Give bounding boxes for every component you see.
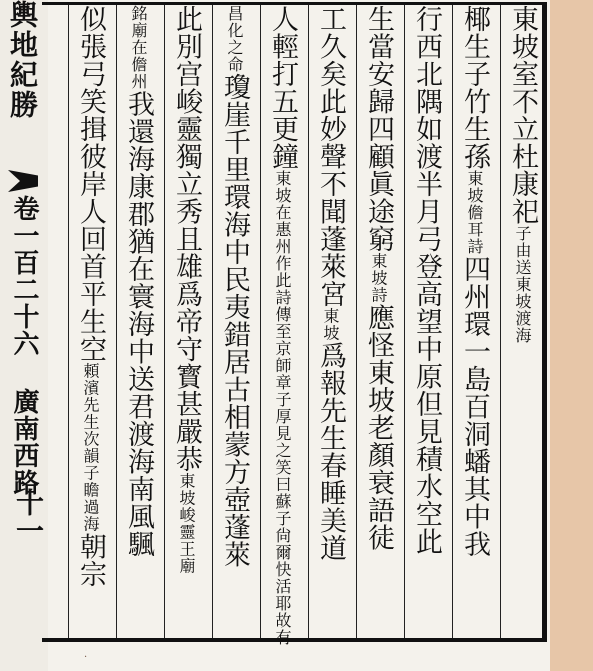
column-rule [116, 5, 117, 638]
section-label: 卷一百二十六 廣南西路 [9, 195, 39, 496]
column-rule [212, 5, 213, 638]
column-rule [308, 5, 309, 638]
column-annotation: 東坡儋耳詩 [465, 170, 484, 255]
text-column-2 [454, 5, 494, 638]
column-annotation: 東坡詩 [369, 252, 388, 304]
page-gutter [0, 0, 48, 671]
column-main-text: 行西北隅如渡半月弓登高望中原但見積水空此 [411, 5, 442, 555]
column-annotation: 東坡峻靈王廟 [177, 472, 196, 575]
frame-bottom-border [42, 638, 547, 642]
column-annotation: 東坡 [321, 307, 340, 342]
text-column-8 [166, 5, 206, 638]
column-rule [260, 5, 261, 638]
fish-tail-mark [8, 170, 38, 192]
text-column-9 [118, 5, 158, 638]
column-main-text-2: 爲報先生春睡美道 [315, 341, 346, 562]
column-main-text-2: 應怪東坡老顏衰語徒 [363, 303, 394, 551]
column-rule [500, 5, 501, 638]
column-annotation: 昌化之命 [225, 5, 244, 73]
column-annotation: 東坡在惠州作此詩傳至京師章子厚見之笑曰蘇子尙爾快活耶故有 [273, 170, 292, 646]
text-column-3 [406, 5, 446, 638]
column-main-text: 人輕打五更鐘 [267, 5, 298, 170]
column-main-text: 此別宫峻靈獨立秀且雄爲帝守寳甚嚴恭 [171, 5, 202, 473]
column-main-text: 工久矣此妙聲不聞蓬萊宮 [315, 5, 346, 308]
column-main-text-2: 四州環一島百洞蟠其中我 [459, 255, 490, 558]
text-column-5 [310, 5, 350, 638]
column-annotation: 子由送東坡渡海 [513, 225, 532, 344]
frame-right-border [542, 2, 547, 642]
column-main-text: 東坡室不立杜康祀 [507, 5, 538, 225]
column-main-text: 椰生子竹生孫 [459, 5, 490, 170]
column-rule [356, 5, 357, 638]
column-rule [164, 5, 165, 638]
column-rule [452, 5, 453, 638]
column-main-text: 瓊崖千里環海中民夷錯居古相蒙方壺蓬萊 [219, 73, 250, 568]
column-main-text: 我還海康郡猶在寰海中送君渡海南風颿 [123, 90, 154, 558]
column-rule [404, 5, 405, 638]
text-column-1 [502, 5, 542, 638]
column-main-text: 似張弓笑揖彼岸人回首平生空 [75, 5, 106, 363]
page-number: 十一 [12, 488, 45, 544]
column-main-text: 生當安歸四顧眞途窮 [363, 5, 394, 253]
book-title: 輿地紀勝 [6, 0, 39, 120]
text-column-7 [214, 5, 254, 638]
text-column-6 [262, 5, 302, 646]
page-speck: · [84, 652, 88, 663]
column-main-text-2: 朝宗 [75, 532, 106, 588]
text-column-4 [358, 5, 398, 638]
column-annotation: 頼濱先生次韻子瞻過海 [81, 362, 100, 533]
text-column-10 [70, 5, 110, 638]
column-rule [68, 5, 69, 638]
column-annotation: 銘廟在儋州 [129, 5, 148, 90]
